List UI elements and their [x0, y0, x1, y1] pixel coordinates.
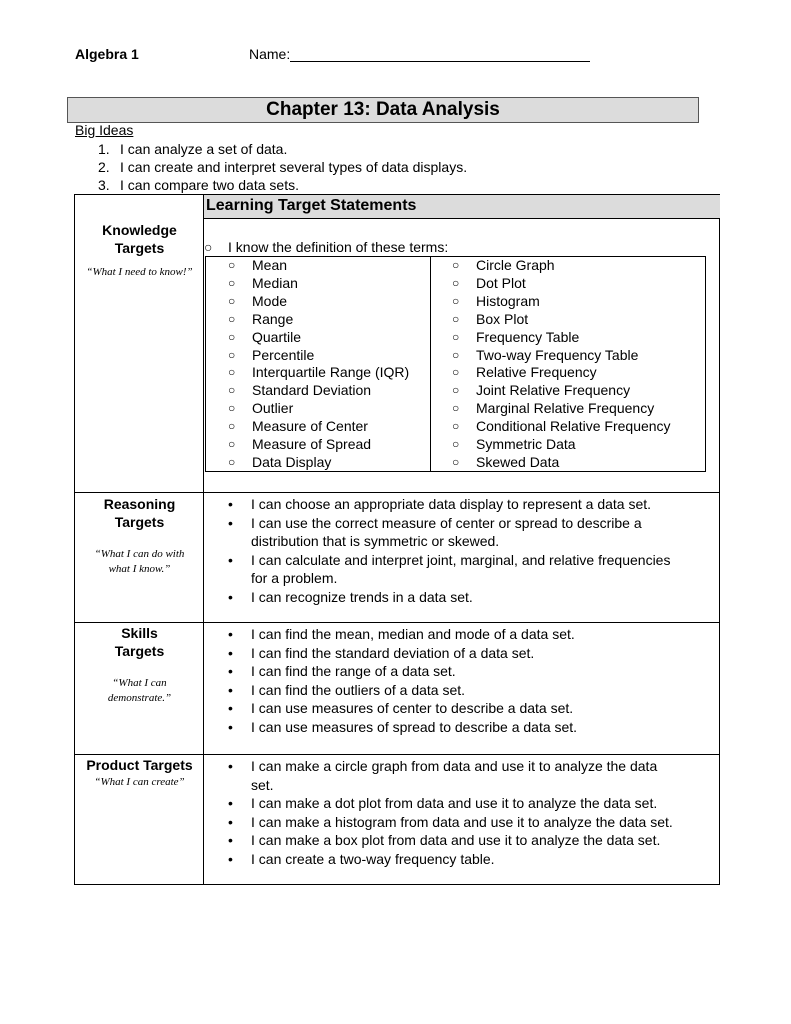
name-label: Name:: [249, 46, 291, 62]
circle-bullet-icon: ○: [228, 401, 236, 416]
bullet-item: [204, 662, 714, 681]
term-item: [430, 311, 671, 329]
bullet-item: [204, 813, 719, 832]
bullet-item: [204, 794, 719, 813]
term-item: [430, 329, 671, 347]
row-divider: [75, 754, 720, 755]
circle-bullet-icon: ○: [452, 401, 460, 416]
course-label: Algebra 1: [75, 46, 139, 62]
reasoning-targets-cell: Reasoning Targets “What I can do with what I know.”: [75, 495, 204, 577]
term-item: [206, 436, 409, 454]
term-label: Relative Frequency: [476, 364, 597, 381]
term-item: [206, 293, 409, 311]
bullet-text: I can find the standard deviation of a data set.: [251, 644, 535, 661]
circle-bullet-icon: ○: [228, 275, 236, 290]
term-item: [206, 400, 409, 418]
bullet-icon: •: [228, 663, 233, 679]
term-label: Dot Plot: [476, 274, 526, 291]
bullet-text-continued: distribution that is symmetric or skewed.: [251, 533, 500, 549]
circle-bullet-icon: ○: [228, 454, 236, 469]
circle-bullet-icon: ○: [228, 258, 236, 272]
term-item: [430, 436, 671, 454]
term-item: [430, 347, 671, 365]
bullet-icon: •: [228, 700, 233, 716]
reasoning-list: [204, 495, 714, 606]
bullet-item: [204, 681, 714, 700]
bullet-text: I can find the range of a data set.: [251, 663, 456, 679]
name-line: [290, 47, 590, 62]
circle-bullet-icon: ○: [228, 437, 236, 452]
bullet-text: I can find the outliers of a data set.: [251, 681, 466, 698]
table-header: Learning Target Statements: [204, 195, 720, 218]
circle-bullet-icon: ○: [452, 329, 460, 344]
term-label: Histogram: [476, 292, 540, 309]
bullet-item: [204, 831, 719, 850]
big-idea-item: 3. I can compare two data sets.: [98, 177, 299, 193]
bullet-item: [204, 514, 714, 551]
term-label: Frequency Table: [476, 328, 580, 345]
term-label: Quartile: [252, 328, 302, 345]
term-label: Measure of Spread: [252, 436, 372, 453]
name-field: [249, 46, 590, 62]
term-label: Box Plot: [476, 310, 529, 327]
bullet-item: [204, 588, 714, 607]
bullet-text: I can use the correct measure of center or spread to describe a: [251, 514, 642, 531]
bullet-icon: •: [228, 813, 233, 830]
bullet-text: I can find the mean, median and mode of a data set.: [251, 626, 575, 642]
term-label: Median: [252, 274, 298, 291]
terms-right-column: [430, 257, 671, 472]
product-targets-cell: Product Targets “What I can create”: [75, 756, 204, 790]
term-item: [430, 382, 671, 400]
skills-targets-cell: Skills Targets “What I can demonstrate.”: [75, 624, 204, 706]
term-item: [430, 454, 671, 472]
bullet-icon: •: [228, 588, 233, 605]
bullet-text: I can use measures of spread to describe a data set.: [251, 718, 578, 735]
circle-bullet-icon: ○: [228, 347, 236, 362]
bullet-icon: •: [228, 551, 233, 568]
circle-bullet-icon: ○: [452, 383, 460, 398]
term-item: [430, 293, 671, 311]
term-label: Outlier: [252, 400, 294, 417]
bullet-icon: •: [228, 496, 233, 512]
term-label: Skewed Data: [476, 453, 560, 470]
term-label: Marginal Relative Frequency: [476, 400, 655, 417]
knowledge-targets-cell: Knowledge Targets “What I need to know!”: [75, 221, 204, 280]
product-quote: “What I can create”: [94, 776, 185, 788]
circle-bullet-icon: ○: [452, 419, 460, 434]
bullet-text: I can calculate and interpret joint, marginal, and relative frequencies: [251, 551, 671, 568]
term-label: Interquartile Range (IQR): [252, 364, 410, 381]
bullet-item: [204, 718, 714, 737]
circle-bullet-icon: ○: [204, 239, 213, 255]
circle-bullet-icon: ○: [228, 383, 236, 398]
big-ideas-list: [98, 140, 467, 194]
term-item: [430, 400, 671, 418]
circle-bullet-icon: ○: [452, 365, 460, 380]
bullet-text-continued: for a problem.: [251, 570, 338, 586]
circle-bullet-icon: ○: [452, 258, 460, 272]
term-item: [430, 275, 671, 293]
big-ideas-label: Big Ideas: [75, 122, 134, 138]
bullet-item: [204, 850, 719, 869]
skills-quote: “What I can demonstrate.”: [107, 677, 172, 704]
bullet-text: I can make a dot plot from data and use it to analyze the data set.: [251, 795, 658, 811]
term-label: Range: [252, 310, 294, 327]
big-idea-item: 1. I can analyze a set of data.: [98, 141, 288, 157]
bullet-icon: •: [228, 795, 233, 811]
bullet-text: I can choose an appropriate data display to represent a data set.: [251, 496, 652, 512]
bullet-text: I can make a box plot from data and use it to analyze the data set.: [251, 832, 661, 848]
term-item: [206, 364, 409, 382]
circle-bullet-icon: ○: [452, 454, 460, 469]
bullet-item: [204, 625, 714, 644]
row-divider: [75, 622, 720, 623]
bullet-text: I can make a circle graph from data and use it to analyze the data: [251, 758, 658, 774]
terms-left-column: [206, 257, 409, 472]
bullet-icon: •: [228, 681, 233, 698]
term-label: Two-way Frequency Table: [476, 346, 639, 363]
bullet-text: I can create a two-way frequency table.: [251, 850, 495, 867]
term-label: Conditional Relative Frequency: [476, 418, 671, 435]
term-item: [206, 257, 409, 275]
terms-intro: ○ I know the definition of these terms:: [204, 239, 449, 255]
circle-bullet-icon: ○: [452, 293, 460, 308]
knowledge-quote: “What I need to know!”: [86, 266, 193, 278]
circle-bullet-icon: ○: [228, 329, 236, 344]
big-idea-item: 2. I can create and interpret several types of data displays.: [98, 159, 468, 175]
term-label: Mean: [252, 257, 288, 273]
term-item: [430, 257, 671, 275]
term-label: Measure of Center: [252, 418, 368, 435]
term-item: [206, 329, 409, 347]
row-divider: [75, 492, 720, 493]
bullet-text: I can recognize trends in a data set.: [251, 588, 473, 605]
circle-bullet-icon: ○: [452, 311, 460, 326]
product-list: [204, 757, 719, 868]
term-item: [430, 364, 671, 382]
bullet-item: [204, 551, 714, 588]
term-label: Joint Relative Frequency: [476, 382, 631, 399]
row-divider: [203, 218, 720, 219]
term-item: [206, 311, 409, 329]
circle-bullet-icon: ○: [228, 311, 236, 326]
circle-bullet-icon: ○: [228, 293, 236, 308]
learning-targets-table: [74, 194, 720, 885]
bullet-icon: •: [228, 626, 233, 642]
bullet-item: [204, 757, 719, 794]
term-label: Circle Graph: [476, 257, 555, 273]
reasoning-quote: “What I can do with what I know.”: [94, 548, 185, 575]
term-item: [430, 418, 671, 436]
page-title: Chapter 13: Data Analysis: [67, 97, 699, 123]
bullet-icon: •: [228, 718, 233, 735]
term-label: Standard Deviation: [252, 382, 372, 399]
term-label: Symmetric Data: [476, 436, 576, 453]
skills-list: [204, 625, 714, 736]
bullet-icon: •: [228, 758, 233, 774]
bullet-item: [204, 699, 714, 718]
bullet-item: [204, 495, 714, 514]
term-item: [206, 347, 409, 365]
circle-bullet-icon: ○: [452, 437, 460, 452]
circle-bullet-icon: ○: [228, 419, 236, 434]
term-item: [206, 275, 409, 293]
term-label: Data Display: [252, 453, 332, 470]
circle-bullet-icon: ○: [228, 365, 236, 380]
bullet-icon: •: [228, 850, 233, 867]
bullet-text: I can make a histogram from data and use it to analyze the data set.: [251, 813, 673, 830]
term-label: Percentile: [252, 346, 315, 363]
circle-bullet-icon: ○: [452, 347, 460, 362]
bullet-text: I can use measures of center to describe a data set.: [251, 700, 574, 716]
term-label: Mode: [252, 292, 288, 309]
bullet-icon: •: [228, 832, 233, 848]
bullet-text-continued: set.: [251, 776, 274, 793]
term-item: [206, 418, 409, 436]
terms-box: [205, 256, 706, 472]
bullet-item: [204, 644, 714, 663]
circle-bullet-icon: ○: [452, 275, 460, 290]
bullet-icon: •: [228, 514, 233, 531]
term-item: [206, 382, 409, 400]
term-item: [206, 454, 409, 472]
bullet-icon: •: [228, 644, 233, 661]
